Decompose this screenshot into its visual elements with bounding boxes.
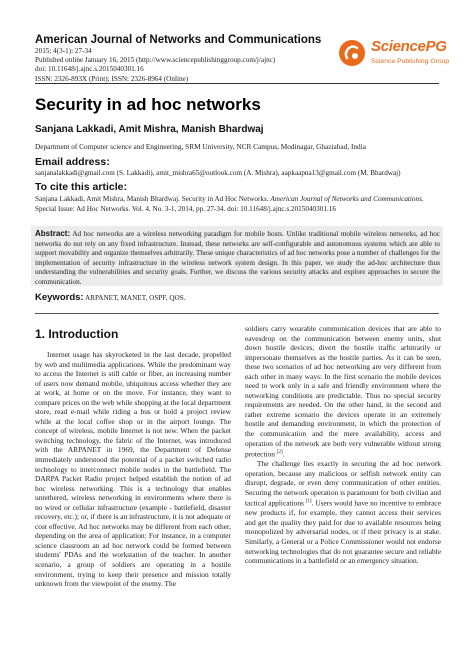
citation-details: Special Issue: Ad Hoc Networks. Vol. 4, No. 3-1, 2014, pp. 27-34. doi: 10.11648/j.ajnc.s.2015040301.16	[35, 204, 336, 213]
citation-ref-2: [2]	[276, 450, 283, 456]
citation	[35, 195, 440, 214]
citation-authors-title: Sanjana Lakkadi, Amit Mishra, Manish Bhardwaj. Security in Ad Hoc Networks.	[35, 195, 269, 203]
header-divider	[35, 83, 439, 84]
logo-name: SciencePG	[371, 38, 447, 55]
paper-authors: Sanjana Lakkadi, Amit Mishra, Manish Bhardwaj	[35, 124, 264, 135]
paper-affiliation: Department of Computer science and Engineering, SRM University, NCR Campus, Modinagar, Ghaziabad, India	[35, 142, 366, 151]
journal-name: American Journal of Networks and Communications	[35, 34, 322, 46]
journal-meta-issn: ISSN: 2326-893X (Print); ISSN: 2326-8964 (Online)	[35, 74, 189, 83]
intro-paragraph-2-text-a: The challenge lies exactly in securing the ad hoc network operation, because any malicious or selfish network entity can disrupt, degrade, or even deny communication of other entities. Securing the network operation is paramount for both civilian and tactical applications	[245, 459, 441, 508]
abstract-label: Abstract:	[35, 229, 71, 238]
citation-ref-1: [1]	[305, 499, 312, 505]
journal-header	[35, 33, 335, 84]
journal-meta-doi: doi: 10.11648/j.ajnc.s.2015040301.16	[35, 65, 144, 74]
intro-paragraph-1	[245, 324, 441, 459]
sciencepg-logo-icon	[337, 38, 367, 68]
keywords-label: Keywords:	[35, 292, 84, 303]
paper-title: Security in ad hoc networks	[35, 95, 261, 114]
intro-left-column: Internet usage has skyrocketed in the last decade, propelled by web and multimedia applications. While the predominant way to access the Internet is still cable or fiber, an increasing number of users now demand mobile, ubiquitous access whether they are at work, at home or on the move. For instance, they want to compare prices on the web while shopping at the local department store, read e-mail while riding a bus or hold a project review while at the local coffee shop or in the airport lounge. The concept of wireless, mobile Internet is not new. When the packet switching technology, the fabric of the Internet, was introduced with the ARPANET in 1969, the Department of Defense immediately understood the potential of a packet switched radio technology to interconnect mobile nodes in the battlefield. The DARPA Packet Radio project helped establish the notion of ad hoc wireless networking. This is a technology that enables untethered, wireless networking in environments where there is no wired or cellular infrastructure (example - battlefield, disaster recovery, etc.); or, if there is an infrastructure, it is not adequate or cost effective. Ad hoc networks may be different from each other, depending on the area of application: For instance, in a computer science classroom an ad hoc network could be formed between students' PDAs and the workstation of the teacher. In another scenario, a group of soldiers are operating in a hostile environment, trying to keep their presence and mission totally unknown from the viewpoint of the enemy. The	[35, 350, 231, 589]
intro-paragraph-1-end: .	[282, 449, 285, 459]
keywords	[35, 292, 186, 303]
intro-heading: 1. Introduction	[35, 327, 119, 341]
intro-paragraph-1-text: soldiers carry wearable communication devices that are able to eavesdrop on the communication between enemy units, shut down hostile devices, divert the hostile traffic arbitrarily or impersonate themselves as the hostile parties. As it can be seen, these two scenarios of ad hoc networking are very different from each other in many ways: In the first scenario the mobile devices need to work only in a safe and friendly environment where the networking conditions are predictable. Thus no special security requirements are needed. On the other hand, in the second and rather extreme scenario the devices operate in an extremely hostile and demanding environment, in which the protection of the communication and the mere availability, access and operation of the network are both very vulnerable without strong protection	[245, 324, 441, 459]
sciencepg-logo	[337, 36, 450, 78]
intro-paragraph-2-text-b: . Users would have no incentive to embrace new products if, for example, they cannot access their services and get the quality they paid for due to available resources being monopolized by adversarial nodes, or if their privacy is at stake. Similarly, a General or a Police Commissioner would not endorse networking technologies that do not guarantee secure and reliable communications in a battlefield or an emergency situation.	[245, 498, 441, 566]
intro-right-column	[245, 324, 441, 566]
abstract	[35, 229, 440, 288]
journal-meta-published: Published online January 16, 2015 (http://www.sciencepublishinggroup.com/j/ajnc)	[35, 56, 276, 65]
abstract-text: Ad hoc networks are a wireless networking paradigm for mobile hosts. Unlike traditional mobile wireless networks, ad hoc networks do not rely on any fixed infrastructure. Instead, these networks are self-configurable and autonomous systems which are able to support movability and organize themselves arbitrarily. These unique characteristics of ad hoc networks pose a number of challenges for the implementation of security infrastructure in the wireless network system design. In this paper, we study the ad-hoc architecture thus understanding the vulnerabilities and security goals. Further, we discuss the various security attacks and explore approaches to secure the communication.	[35, 230, 440, 286]
cite-heading: To cite this article:	[35, 181, 127, 193]
email-addresses: sanjanalakkadi@gmail.com (S. Lakkadi), amit_mishra65@outlook.com (A. Mishra), aapkaapna13@gmail.com (M. Bhardwaj)	[35, 169, 401, 177]
intro-paragraph-2	[245, 459, 441, 565]
journal-meta-issue: 2015; 4(3-1): 27-34	[35, 47, 92, 55]
logo-subtitle: Science Publishing Group	[371, 58, 450, 65]
email-heading: Email address:	[35, 156, 110, 168]
keywords-text: ARPANET, MANET, OSPF, QOS.	[84, 294, 186, 302]
section-divider	[35, 313, 439, 314]
citation-journal: American Journal of Networks and Communications.	[270, 195, 424, 203]
